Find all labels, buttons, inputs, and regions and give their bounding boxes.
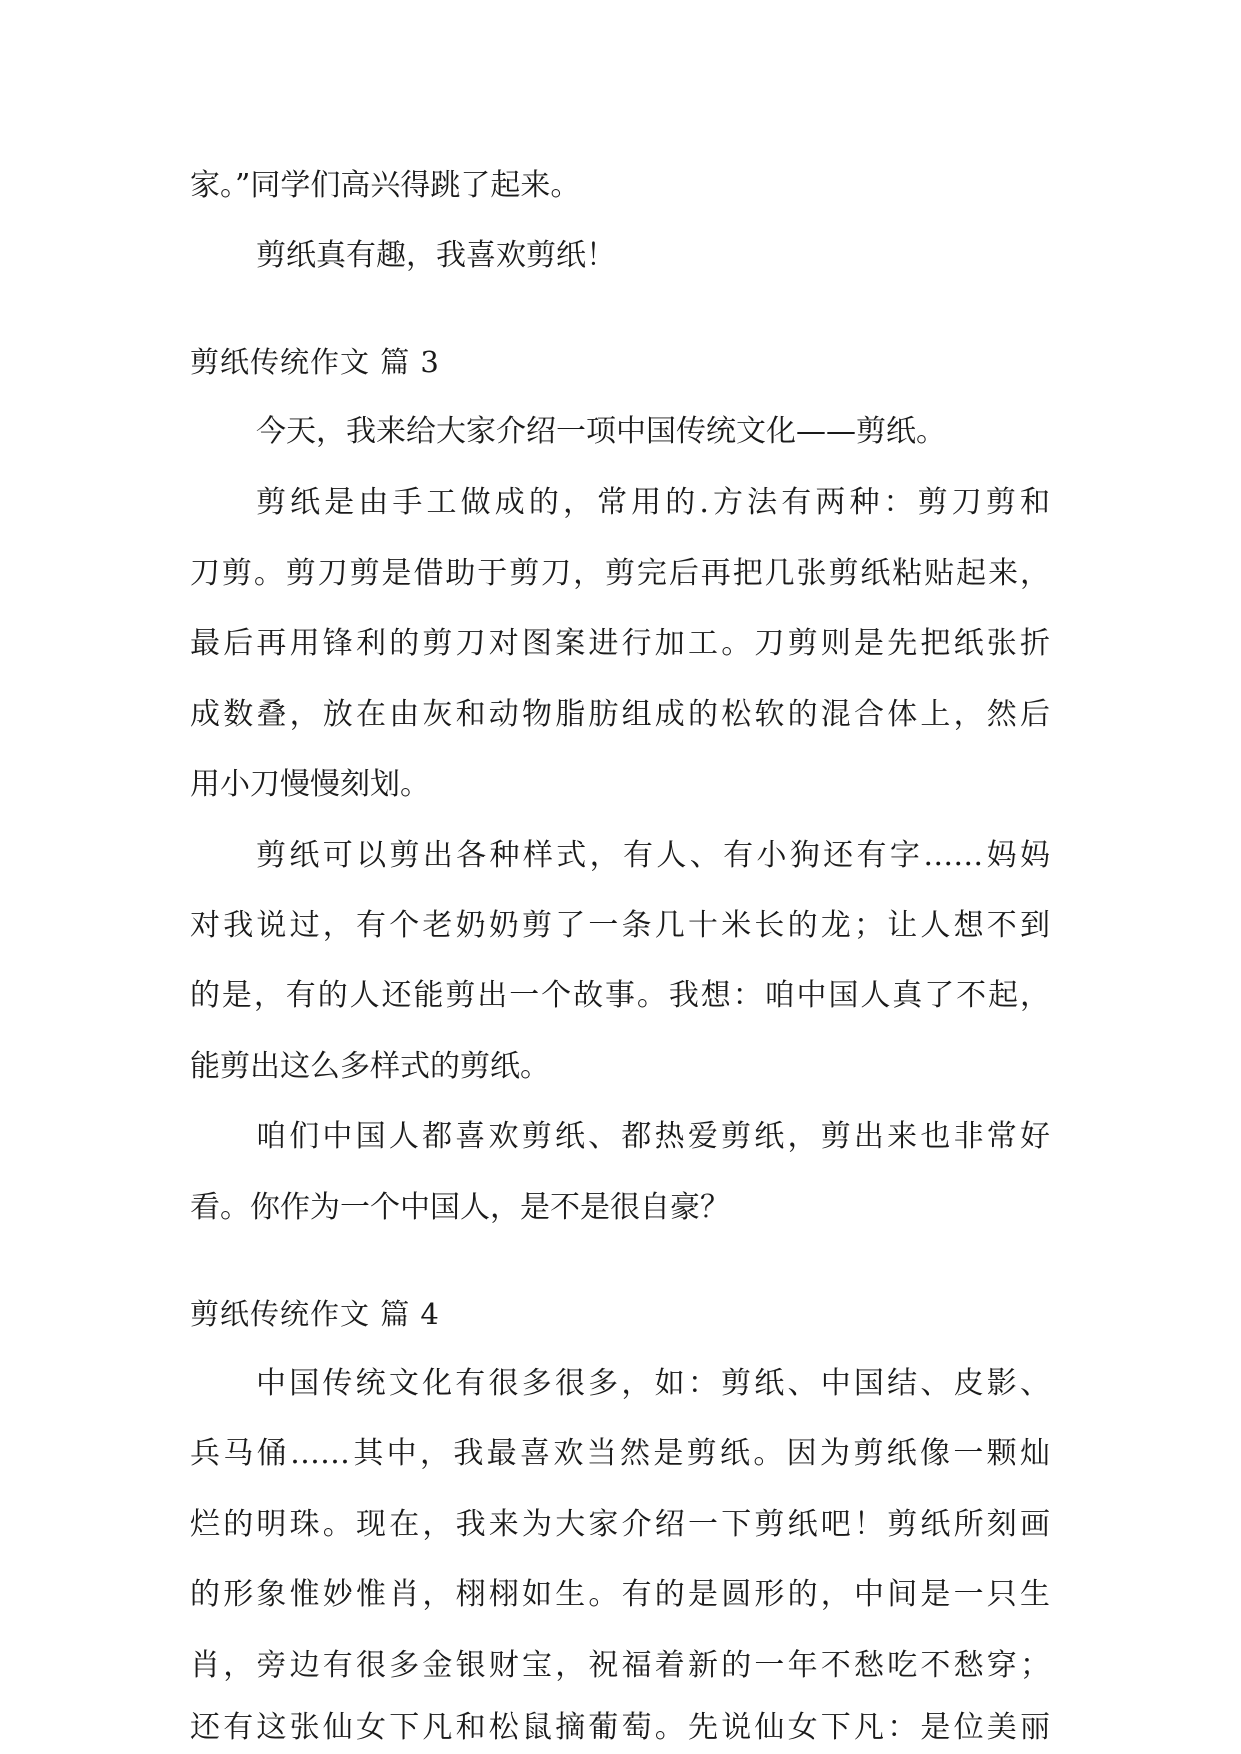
paragraph-line: 烂的明珠。现在，我来为大家介绍一下剪纸吧！剪纸所刻画 [190, 1507, 1050, 1542]
paragraph-line: 用小刀慢慢刻划。 [190, 767, 430, 802]
paragraph-line: 剪纸是由手工做成的，常用的.方法有两种：剪刀剪和 [256, 485, 1050, 520]
paragraph-line: 兵马俑……其中，我最喜欢当然是剪纸。因为剪纸像一颗灿 [190, 1436, 1050, 1471]
paragraph-line: 咱们中国人都喜欢剪纸、都热爱剪纸，剪出来也非常好 [256, 1119, 1050, 1154]
paragraph-line: 看。你作为一个中国人，是不是很自豪？ [190, 1190, 730, 1225]
paragraph-line: 还有这张仙女下凡和松鼠摘葡萄。先说仙女下凡：是位美丽 [190, 1710, 1050, 1745]
paragraph-line: 成数叠，放在由灰和动物脂肪组成的松软的混合体上，然后 [190, 697, 1050, 732]
paragraph-line: 剪纸可以剪出各种样式，有人、有小狗还有字……妈妈 [256, 838, 1050, 873]
paragraph-line: 今天，我来给大家介绍一项中国传统文化——剪纸。 [256, 414, 946, 449]
paragraph-line: 能剪出这么多样式的剪纸。 [190, 1049, 550, 1084]
paragraph-line: 家。”同学们高兴得跳了起来。 [190, 168, 581, 203]
section-heading: 剪纸传统作文 篇 3 [190, 345, 440, 379]
paragraph-line: 的是，有的人还能剪出一个故事。我想：咱中国人真了不起， [190, 978, 1050, 1013]
paragraph-line: 中国传统文化有很多很多，如：剪纸、中国结、皮影、 [256, 1366, 1050, 1401]
paragraph-line: 刀剪。剪刀剪是借助于剪刀，剪完后再把几张剪纸粘贴起来， [190, 556, 1050, 591]
paragraph-line: 最后再用锋利的剪刀对图案进行加工。刀剪则是先把纸张折 [190, 626, 1050, 661]
paragraph-line: 对我说过，有个老奶奶剪了一条几十米长的龙；让人想不到 [190, 908, 1050, 943]
paragraph-line: 剪纸真有趣，我喜欢剪纸！ [256, 238, 616, 273]
paragraph-line: 的形象惟妙惟肖，栩栩如生。有的是圆形的，中间是一只生 [190, 1577, 1050, 1612]
section-heading: 剪纸传统作文 篇 4 [190, 1297, 440, 1331]
paragraph-line: 肖，旁边有很多金银财宝，祝福着新的一年不愁吃不愁穿； [190, 1648, 1050, 1683]
